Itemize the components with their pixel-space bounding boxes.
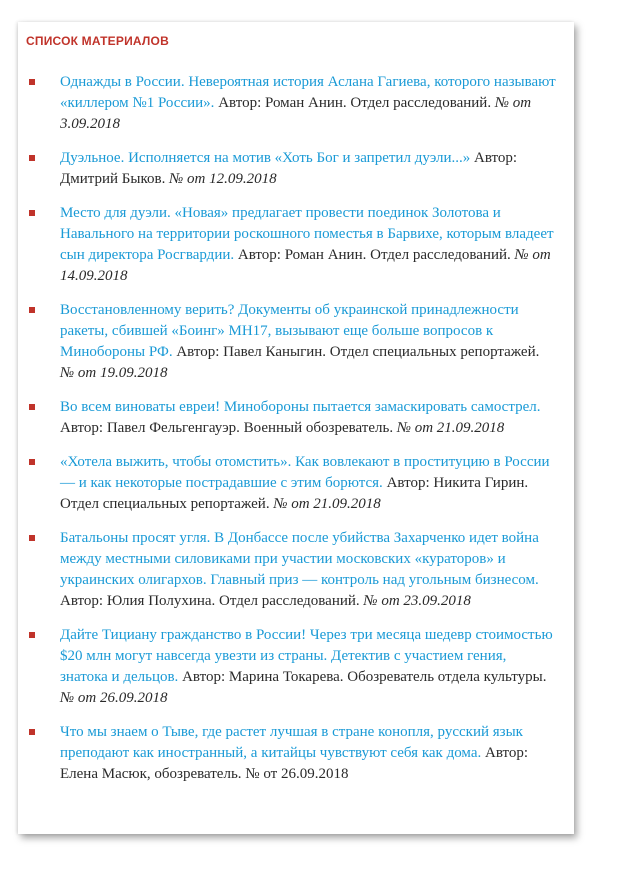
article-link[interactable]: Что мы знаем о Тыве, где растет лучшая в стране конопля, русский язык преподают как иностранный, а китайцы чувствуют себя как дома. [60, 724, 523, 761]
materials-list [26, 72, 556, 785]
issue-date: № от 23.09.2018 [363, 593, 471, 609]
article-link[interactable]: Однажды в России. Невероятная история Аслана Гагиева, которого называют «киллером №1 России». [60, 74, 556, 111]
list-item [26, 625, 556, 709]
bullet-marker [29, 729, 35, 735]
bullet-marker [29, 535, 35, 541]
article-meta: Автор: Никита Гирин. Отдел специальных репортажей. [60, 475, 529, 512]
list-item [26, 148, 556, 190]
article-meta: Автор: Елена Масюк, обозреватель. № от 26.09.2018 [60, 745, 529, 782]
bullet-marker [29, 307, 35, 313]
article-link[interactable]: Во всем виноваты евреи! Минобороны пытается замаскировать самострел. [60, 399, 541, 415]
article-meta: Автор: Марина Токарева. Обозреватель отдела культуры. [178, 669, 547, 685]
article-meta: Автор: Дмитрий Быков. [60, 150, 518, 187]
article-link[interactable]: Место для дуэли. «Новая» предлагает провести поединок Золотова и Навального на территории роскошного поместья в Барвихе, которым владеет сын директора Росгвардии. [60, 205, 554, 263]
article-link[interactable]: Батальоны просят угля. В Донбассе после убийства Захарченко идет война между местными силовиками при участии московских «кураторов» и украинских олигархов. Главный приз — контроль над угольным бизнесом. [60, 530, 539, 588]
article-meta: Автор: Павел Фельгенгауэр. Военный обозреватель. [60, 420, 397, 436]
list-item [26, 452, 556, 515]
list-item [26, 397, 556, 439]
bullet-marker [29, 79, 35, 85]
list-item [26, 300, 556, 384]
issue-date: № от 3.09.2018 [60, 95, 532, 132]
article-meta: Автор: Павел Каныгин. Отдел специальных репортажей. [172, 344, 540, 360]
article-link[interactable]: Дуэльное. Исполняется на мотив «Хоть Бог и запретил дуэли...» [60, 150, 471, 166]
section-heading: СПИСОК МАТЕРИАЛОВ [26, 34, 169, 48]
list-item [26, 528, 556, 612]
list-item [26, 72, 556, 135]
list-item [26, 722, 556, 785]
bullet-marker [29, 155, 35, 161]
bullet-marker [29, 404, 35, 410]
issue-date: № от 14.09.2018 [60, 247, 551, 284]
article-link[interactable]: «Хотела выжить, чтобы отомстить». Как вовлекают в проституцию в России — и как некоторые пострадавшие с этим борются. [60, 454, 550, 491]
issue-date: № от 26.09.2018 [60, 690, 168, 706]
issue-date: № от 12.09.2018 [169, 171, 277, 187]
issue-date: № от 21.09.2018 [396, 420, 505, 436]
bullet-marker [29, 210, 35, 216]
bullet-marker [29, 632, 35, 638]
article-meta: Автор: Роман Анин. Отдел расследований. [234, 247, 515, 263]
bullet-marker [29, 459, 35, 465]
materials-card [18, 22, 574, 834]
article-meta: Автор: Юлия Полухина. Отдел расследований. [60, 593, 364, 609]
issue-date: № от 19.09.2018 [60, 365, 168, 381]
article-meta: Автор: Роман Анин. Отдел расследований. [214, 95, 495, 111]
issue-date: № от 21.09.2018 [273, 496, 381, 512]
list-item [26, 203, 556, 287]
article-link[interactable]: Восстановленному верить? Документы об украинской принадлежности ракеты, сбившей «Боинг» MH17, вызывают еще больше вопросов к Минобороны РФ. [60, 302, 519, 360]
article-link[interactable]: Дайте Тициану гражданство в России! Через три месяца шедевр стоимостью $20 млн могут навсегда увезти из страны. Детектив с участием гения, знатока и дельцов. [60, 627, 553, 685]
